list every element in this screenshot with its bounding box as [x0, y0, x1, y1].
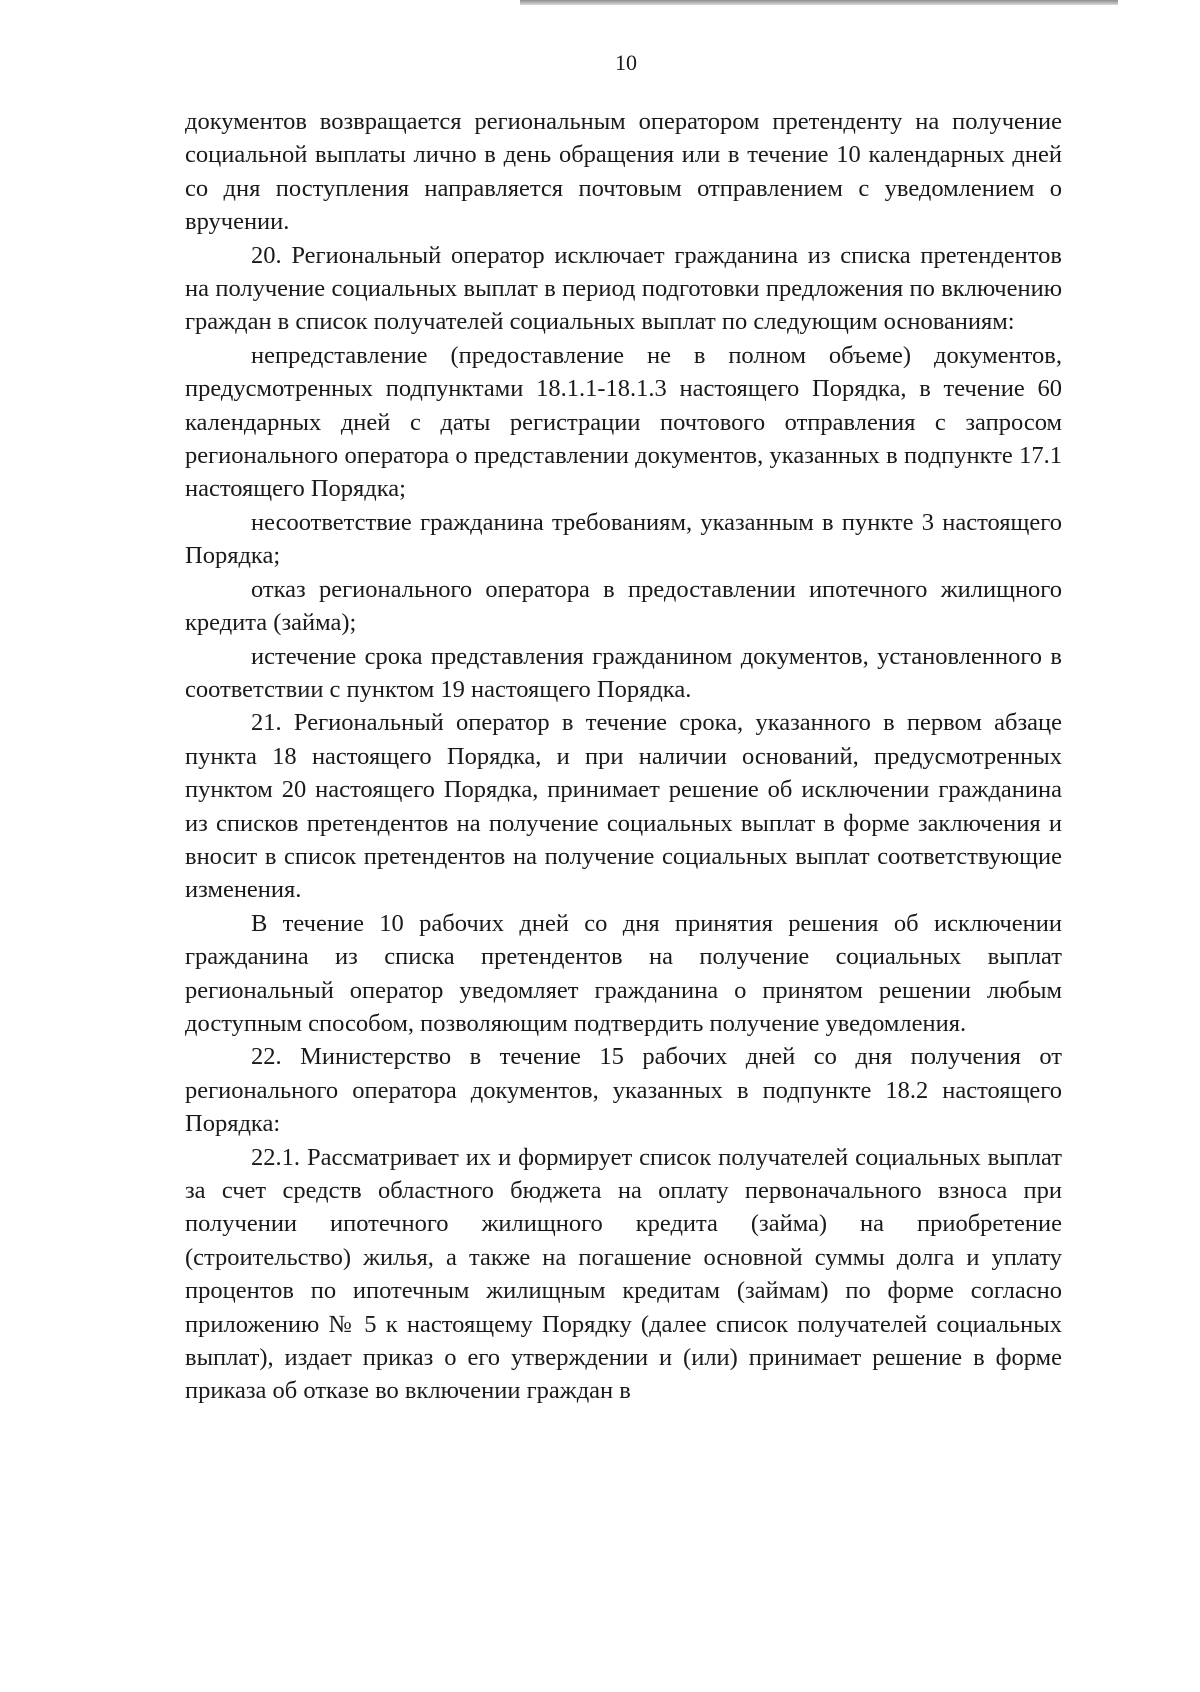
page-number: 10: [615, 50, 637, 75]
paragraph-item-22-1: 22.1. Рассматривает их и формирует список получателей социальных выплат за счет средств областного бюджета на оплату первоначального взноса при получении ипотечного жилищного кредита (займа) на приобретение (строительство) жилья, а также на погашение основной суммы долга и уплату процентов по ипотечным жилищным кредитам (займам) по форме согласно приложению № 5 к настоящему Порядку (далее список получателей социальных выплат), издает приказ о его утверждении и (или) принимает решение в форме приказа об отказе во включении граждан в: [185, 1143, 1062, 1405]
scan-edge-shadow: [520, 0, 1118, 5]
paragraph-notification: В течение 10 рабочих дней со дня принятия решения об исключении гражданина из списка претендентов на получение социальных выплат региональный оператор уведомляет гражданина о принятом решении любым доступным способом, позволяющим подтвердить получение уведомления.: [185, 909, 1062, 1037]
paragraph-item-21: 21. Региональный оператор в течение срока, указанного в первом абзаце пункта 18 настоящего Порядка, и при наличии оснований, предусмотренных пунктом 20 настоящего Порядка, принимает решение об исключении гражданина из списков претендентов на получение социальных выплат в форме заключения и вносит в список претендентов на получение социальных выплат соответствующие изменения.: [185, 709, 1062, 904]
paragraph-ground-deadline: истечение срока представления гражданином документов, установленного в соответствии с пунктом 19 настоящего Порядка.: [185, 642, 1062, 703]
paragraph-item-20: 20. Региональный оператор исключает гражданина из списка претендентов на получение социальных выплат в период подготовки предложения по включению граждан в список получателей социальных выплат по следующим основаниям:: [185, 241, 1062, 336]
paragraph-ground-documents: непредставление (предоставление не в полном объеме) документов, предусмотренных подпунктами 18.1.1-18.1.3 настоящего Порядка, в течение 60 календарных дней с даты регистрации почтового отправления с запросом регионального оператора о представлении документов, указанных в подпункте 17.1 настоящего Порядка;: [185, 341, 1062, 503]
paragraph-item-22: 22. Министерство в течение 15 рабочих дней со дня получения от регионального оператора документов, указанных в подпункте 18.2 настоящего Порядка:: [185, 1043, 1062, 1138]
paragraph-ground-requirements: несоответствие гражданина требованиям, указанным в пункте 3 настоящего Порядка;: [185, 508, 1062, 570]
paragraph-ground-credit-refusal: отказ регионального оператора в предоставлении ипотечного жилищного кредита (займа);: [185, 575, 1062, 637]
document-body: [185, 105, 1062, 1408]
paragraph-continuation: документов возвращается региональным оператором претенденту на получение социальной выплаты лично в день обращения или в течение 10 календарных дней со дня поступления направляется почтовым отправлением с уведомлением о вручении.: [185, 108, 1062, 236]
